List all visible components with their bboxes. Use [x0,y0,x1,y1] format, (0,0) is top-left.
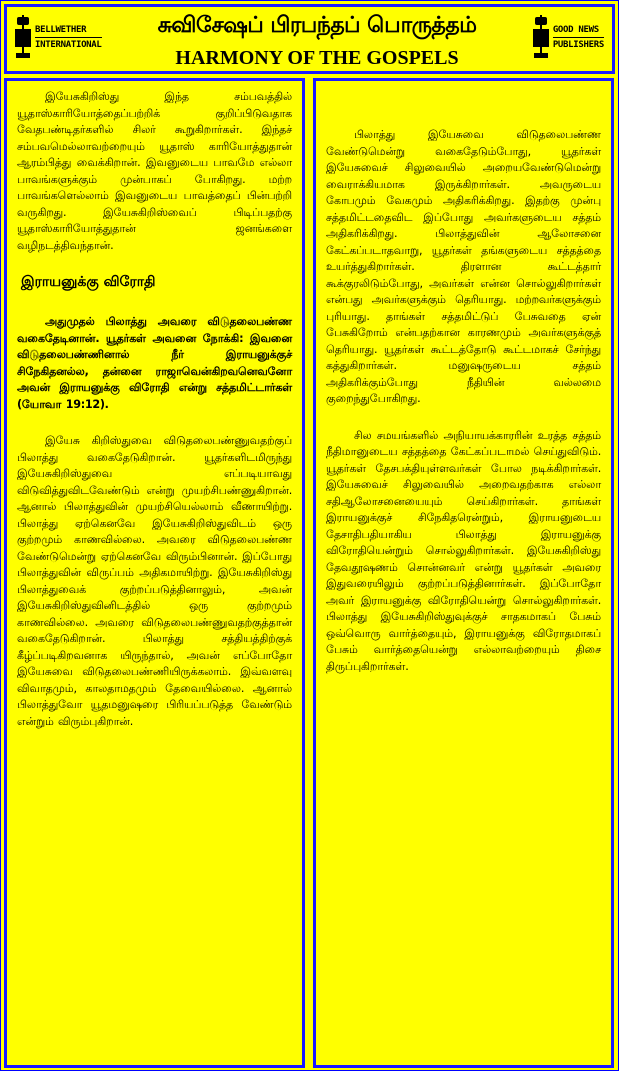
right-column [313,78,614,1068]
logo-left-line1: BELLWETHER [35,23,102,38]
left-column [4,78,305,1068]
right-paragraph-2: சில சமயங்களில் அநியாயக்காரரின் உரத்த சத்தம் நீதிமானுடைய சத்தத்தை கேட்கப்படாமல் செய்துவிடும். யூதர்கள் தேசபக்தியுள்ளவர்கள் போல நடிக்கிறார்கள். இயேசுவைச் சிலுவையில் அறைவதற்காக எல்லா சதிஆலோசனையையும் செய்கிறார்கள். தாங்கள் இராயனுக்குச் சிநேகிதரென்றும், இராயனுடைய தேசாதிபதியாகிய பிலாத்து இராயனுக்கு விரோதியென்றும் சொல்லுகிறார்கள். இயேசுகிறிஸ்து தேவதூஷணம் சொன்னவர் என்று யூதர்கள் அவரை இதுவரையிலும் குற்றப்படுத்தினார்கள். இப்போதோ அவர் இராயனுக்கு விரோதியென்று சொல்லுகிறார்கள். பிலாத்து இயேசுகிறிஸ்துவுக்குச் சாதகமாகப் பேசும் ஒவ்வொரு வார்த்தையும், இராயனுக்கு விரோதமாகப் பேசும் வார்த்தையென்று எல்லாவற்றையும் திசை திருப்புகிறார்கள். [326,428,601,673]
section-heading: இராயனுக்கு விரோதி [21,274,156,290]
scripture-quote: அதுமுதல் பிலாத்து அவரை விடுதலைபண்ண வகைதேடினான். யூதர்கள் அவனை நோக்கி: இவனை விடுதலைபண்ணினால் நீர் இராயனுக்குச் சிநேகிதனல்ல, தன்னை ராஜாவென்கிறவனெவனோ அவன் இராயனுக்கு விரோதி என்று சத்தமிட்டார்கள் (யோவா 19:12). [17,315,292,411]
goodnews-logo [533,15,604,59]
logo-right-line1: GOOD NEWS [553,23,604,38]
title-tamil: சுவிசேஷப் பிரபந்தப் பொருத்தம் [157,12,477,38]
bellwether-logo [15,15,102,59]
bell-tower-icon [533,15,549,59]
left-paragraph-1: இயேசுகிறிஸ்து இந்த சம்பவத்தில் யூதாஸ்காரியோத்தைப்பற்றிக் குறிப்பிடுவதாக வேதபண்டிதர்களில் சிலர் கூறுகிறார்கள். இந்தச் சம்பவமெல்லாவற்றையும் யூதாஸ் காரியோத்துதான் ஆரம்பித்து வைக்கிறான். இவனுடைய பாவமே எல்லா பாவங்களுக்கும் முன்பாகப் போகிறது. மற்ற பாவங்களெல்லாம் இவனுடைய பாவத்தைப் பின்பற்றி வருகிறது. இயேசுகிறிஸ்வைப் பிடிப்பதற்கு யூதாஸ்காரியோத்துதான் ஜனங்களை வழிநடத்திவந்தான். [17,90,292,252]
header [4,4,615,74]
logo-right-line2: PUBLISHERS [552,39,604,50]
title-english: HARMONY OF THE GOSPELS [175,47,459,69]
logo-left-line2: INTERNATIONAL [35,39,102,50]
left-paragraph-2: இயேசு கிறிஸ்துவை விடுதலைபண்ணுவதற்குப் பிலாத்து வகைதேடுகிறான். யூதர்களிடமிருந்து இயேசுகிறிஸ்துவை எப்படியாவது விடுவித்துவிடவேண்டும் என்று முயற்சிபண்ணுகிறான். ஆனால் பிலாத்துவின் முயற்சியெல்லாம் வீணாயிற்று. பிலாத்து ஏற்கெனவே இயேசுகிறிஸ்துவிடம் ஒரு குற்றமும் காணவில்லை. அவரை விடுதலைபண்ண வேண்டுமென்று ஏற்கெனவே விரும்பினான். இப்போது பிலாத்துவின் விருப்பம் அதிகமாயிற்று. இயேசுகிறிஸ்து பிலாத்துவைக் குற்றப்படுத்தினாலும், அவன் இயேசுகிறிஸ்துவினிடத்தில் ஒரு குற்றமும் காணவில்லை. அவரை விடுதலைபண்ணுவதற்குத்தான் வகைதேடுகிறான். பிலாத்து சத்தியத்திற்குக் கீழ்ப்படிகிறவனாக யிருந்தால், அவன் எப்போதோ இயேசுவை விடுதலைபண்ணியிருக்கலாம். இவ்வளவு விவாதமும், காலதாமதமும் தேவையில்லை. ஆனால் பிலாத்துவோ யூதமனுஷரை பிரியப்படுத்த வேண்டும் என்றும் விரும்புகிறான். [17,434,292,728]
bell-tower-icon [15,15,31,59]
right-paragraph-1: பிலாத்து இயேசுவை விடுதலைபண்ண வேண்டுமென்று வகைதேடும்போது, யூதர்கள் இயேசுவைச் சிலுவையில் அறையவேண்டுமென்று வைராக்கியமாக இருக்கிறார்கள். அவருடைய கோபமும் வேகமும் அதிகரிக்கிறது. இதற்கு முன்பு சத்தமிட்டதைவிட இப்போது அவர்களுடைய சத்தம் அதிகரிக்கிறது. பிலாத்துவின் ஆலோசனை கேட்கப்படாதவாறு, யூதர்கள் தங்களுடைய சத்தத்தை உயர்த்துகிறார்கள். திரளான கூட்டத்தார் கூக்குரலிடும்போது, அவர்கள் என்ன சொல்லுகிறார்கள் என்பது அவர்களுக்கும் தெரியாது. மற்றவர்களுக்கும் புரியாது. தாங்கள் சத்தமிட்டுப் பேசுவதை ஏன் பேசுகிறோம் என்பதற்கான காரணமும் அவர்களுக்குத் தெரியாது. யூதர்கள் கூட்டத்தோடு கூட்டமாகச் சேர்ந்து கத்துகிறார்கள். மனுஷருடைய சத்தம் அதிகரிக்கும்போது நீதியின் வல்லமை குறைந்துபோகிறது. [326,128,601,405]
